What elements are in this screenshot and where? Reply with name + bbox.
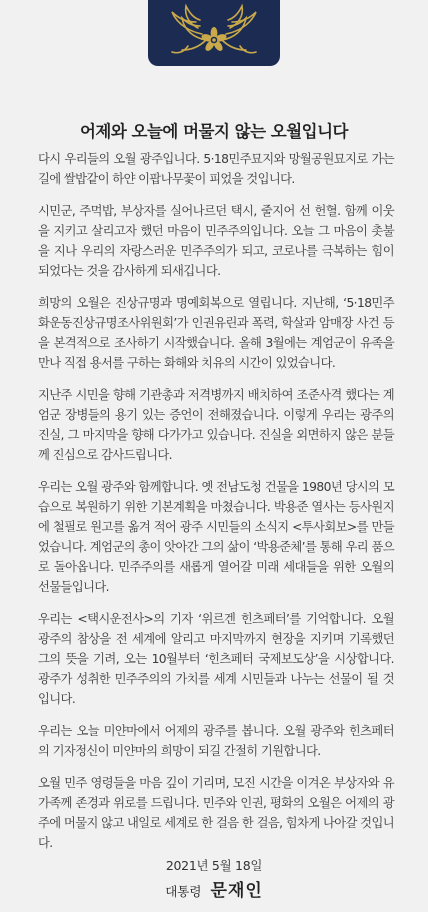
paragraph: 우리는 오월 광주와 함께합니다. 옛 전남도청 건물을 1980년 당시의 모습으로 복원하기 위한 기본계획을 마쳤습니다. 박용준 열사는 등사원지에 철필로 원고를 옮겨 적어 광주 시민들의 소식지 <투사회보>를 만들었습니다. 계엄군의 총이 앗아간 그의 삶이 ‘박용준체’를 통해 우리 품으로 돌아옵니다. 민주주의를 새롭게 열어갈 미래 세대들을 위한 오월의 선물들입니다. [38, 480, 394, 594]
paragraph: 다시 우리들의 오월 광주입니다. 5·18민주묘지와 망월공원묘지로 가는 길에 쌀밥같이 하얀 이팝나무꽃이 피었을 것입니다. [38, 152, 394, 186]
paragraph: 희망의 오월은 진상규명과 명예회복으로 열립니다. 지난해, ‘5·18민주화운동진상규명조사위원회’가 인권유린과 폭력, 학살과 암매장 사건 등을 본격적으로 조사하기 시작했습니다. 올해 3월에는 계엄군이 유족을 만나 직접 용서를 구하는 화해와 치유의 시간이 있었습니다. [38, 296, 394, 370]
presidential-emblem [148, 0, 280, 66]
paragraph: 오월 민주 영령들을 마음 깊이 기리며, 모진 시간을 이겨온 부상자와 유가족께 존경과 위로를 드립니다. 민주와 인권, 평화의 오월은 어제의 광주에 머물지 않고 내일로 세계로 한 걸음 한 걸음, 힘차게 나아갈 것입니다. [38, 776, 394, 850]
signature-name: 문재인 [210, 881, 263, 901]
message-body [38, 149, 394, 865]
signature [0, 876, 428, 901]
paragraph: 우리는 <택시운전사>의 기자 ‘위르겐 힌츠페터’를 기억합니다. 오월 광주의 참상을 전 세계에 알리고 마지막까지 현장을 지키며 기록했던 그의 뜻을 기려, 오는 10월부터 ‘힌츠페터 국제보도상’을 시상합니다. 광주가 성취한 민주주의의 가치를 세계 시민들과 나누는 선물이 될 것입니다. [38, 612, 394, 706]
page-title: 어제와 오늘에 머물지 않는 오월입니다 [79, 122, 348, 141]
phoenix-seal-icon [148, 0, 280, 66]
paragraph: 지난주 시민을 향해 기관총과 저격병까지 배치하여 조준사격 했다는 계엄군 장병들의 용기 있는 증언이 전해졌습니다. 이렇게 우리는 광주의 진실, 그 마지막을 향해 다가가고 있습니다. 진실을 외면하지 않은 분들께 진심으로 감사드립니다. [38, 388, 394, 462]
paragraph: 시민군, 주먹밥, 부상자를 실어나르던 택시, 줄지어 선 헌혈. 함께 이웃을 지키고 살리고자 했던 마음이 민주주의입니다. 오늘 그 마음이 촛불을 지나 우리의 자랑스러운 민주주의가 되고, 코로나를 극복하는 힘이 되었다는 것을 감사하게 되새깁니다. [38, 204, 394, 278]
signature-role: 대통령 [165, 884, 202, 899]
message-date: 2021년 5월 18일 [165, 858, 263, 873]
paragraph: 우리는 오늘 미얀마에서 어제의 광주를 봅니다. 오월 광주와 힌츠페터의 기자정신이 미얀마의 희망이 되길 간절히 기원합니다. [38, 724, 394, 758]
